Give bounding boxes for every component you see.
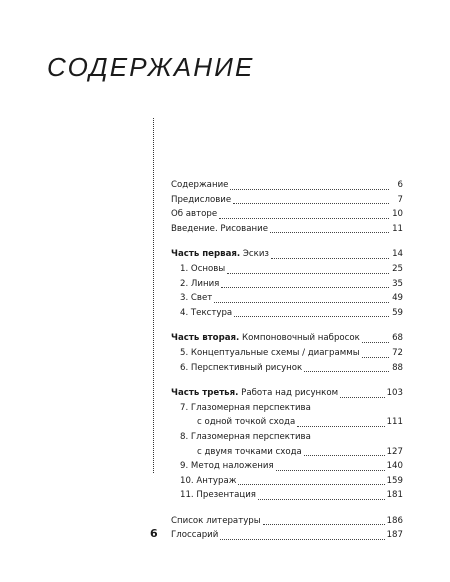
toc-page-number: 14 [392,249,403,260]
toc-entry-label [180,401,311,416]
toc-entry-text: Компоновочный набросок [239,333,360,344]
toc-entry [171,222,403,237]
toc-entry-text: 11. Презентация [180,490,256,501]
toc-entry [171,262,403,277]
toc-entry-label [180,291,212,306]
toc-entry-text: 1. Основы [180,263,226,274]
toc-entry-label [171,207,217,222]
dot-leader [304,370,389,372]
toc-entry [171,386,403,401]
toc-entry-label [180,459,274,474]
dot-leader [362,356,389,358]
toc-part-label: Часть третья. [171,388,239,399]
toc-entry-text: 5. Концептуальные схемы / диаграммы [180,347,360,358]
dot-leader [362,341,389,343]
toc-entry-label [180,262,225,277]
toc-entry-text: 2. Линия [180,278,220,289]
toc-entry-label [197,445,302,460]
toc-entry [171,459,403,474]
toc-page-number: 49 [392,293,403,304]
dot-leader [233,202,389,204]
dot-leader [219,217,389,219]
toc-entry-text: Содержание [171,180,229,190]
toc-entry-text: 10. Антураж [180,475,237,486]
toc-entry-text: 7. Глазомерная перспектива [180,402,311,413]
toc-entry-text: 8. Глазомерная перспектива [180,431,311,442]
toc-entry-label [180,430,311,445]
toc-entry-label [171,331,360,346]
toc-page-number: 35 [392,278,403,289]
dot-leader [230,188,389,190]
toc-entry-label [171,222,268,237]
toc-page-number: 88 [392,362,403,373]
dot-leader [263,523,385,525]
dot-leader [238,483,384,485]
toc-page-number: 186 [386,515,403,526]
toc-entry [171,361,403,376]
toc-entry [171,247,403,262]
toc-entry-label [171,193,231,208]
toc-page-number: 140 [386,461,403,472]
page-title: СОДЕРЖАНИЕ [47,52,255,82]
toc-entry [171,430,403,445]
toc-entry-label [180,488,256,503]
toc-entry-label [180,361,302,376]
toc-entry [171,514,403,529]
toc-entry-text: 9. Метод наложения [180,461,274,472]
toc-entry-label [171,386,338,401]
dot-leader [221,286,389,288]
toc-entry-text: Об авторе [171,209,218,220]
toc-entry-label [180,306,232,321]
toc-entry [171,291,403,306]
toc-entry-text: 6. Перспективный рисунок [180,362,303,373]
toc-entry [171,207,403,222]
toc-entry [171,415,403,430]
toc-entry-label [171,528,218,543]
toc-entry-text: Глоссарий [171,530,219,541]
toc-entry-text: Предисловие [171,194,232,205]
toc-entry [171,178,403,193]
dot-leader [271,257,389,259]
dot-leader [258,498,385,500]
toc-entry-label [171,247,269,262]
toc-entry [171,277,403,292]
toc-entry-label [197,415,295,430]
toc-entry-label [180,346,360,361]
dot-leader [220,538,384,540]
table-of-contents [171,178,403,543]
toc-page-number: 72 [392,347,403,358]
toc-page-number: 68 [392,333,403,344]
toc-entry-label [171,514,261,529]
toc-entry [171,193,403,208]
page-number: 6 [150,527,158,540]
toc-entry-text: Эскиз [240,249,269,260]
toc-entry-text: с двумя точками схода [197,446,302,457]
dot-leader [297,425,384,427]
toc-page-number: 11 [392,223,403,234]
toc-part-label: Часть вторая. [171,333,240,344]
toc-page-number: 10 [392,209,403,220]
toc-entry [171,474,403,489]
toc-entry [171,346,403,361]
dot-leader [270,231,389,233]
dot-leader [304,454,385,456]
toc-entry-label [171,178,228,193]
dot-leader [214,301,389,303]
toc-entry-label [180,277,219,292]
toc-page-number: 181 [386,490,403,501]
toc-entry [171,528,403,543]
dot-leader [340,396,384,398]
toc-entry-text: 3. Свет [180,293,213,304]
dot-leader [276,469,385,471]
toc-page-number: 111 [386,417,403,428]
toc-entry-text: 4. Текстура [180,307,233,318]
toc-page-number: 6 [397,180,403,190]
toc-page-number: 127 [386,446,403,457]
toc-entry-text: с одной точкой схода [197,417,296,428]
toc-entry-text: Список литературы [171,515,261,526]
toc-page-number: 7 [397,194,403,205]
toc-page-number: 187 [386,530,403,541]
toc-entry [171,331,403,346]
toc-entry [171,445,403,460]
toc-entry-text: Введение. Рисование [171,223,269,234]
dot-leader [227,272,389,274]
toc-entry [171,306,403,321]
toc-entry-text: Работа над рисунком [238,388,339,399]
toc-page-number: 103 [386,388,403,399]
dotted-divider [153,118,154,473]
toc-entry [171,488,403,503]
toc-entry-label [180,474,236,489]
dot-leader [234,315,389,317]
toc-page-number: 25 [392,263,403,274]
toc-page-number: 159 [386,475,403,486]
toc-entry [171,401,403,416]
toc-part-label: Часть первая. [171,249,241,260]
toc-page-number: 59 [392,307,403,318]
